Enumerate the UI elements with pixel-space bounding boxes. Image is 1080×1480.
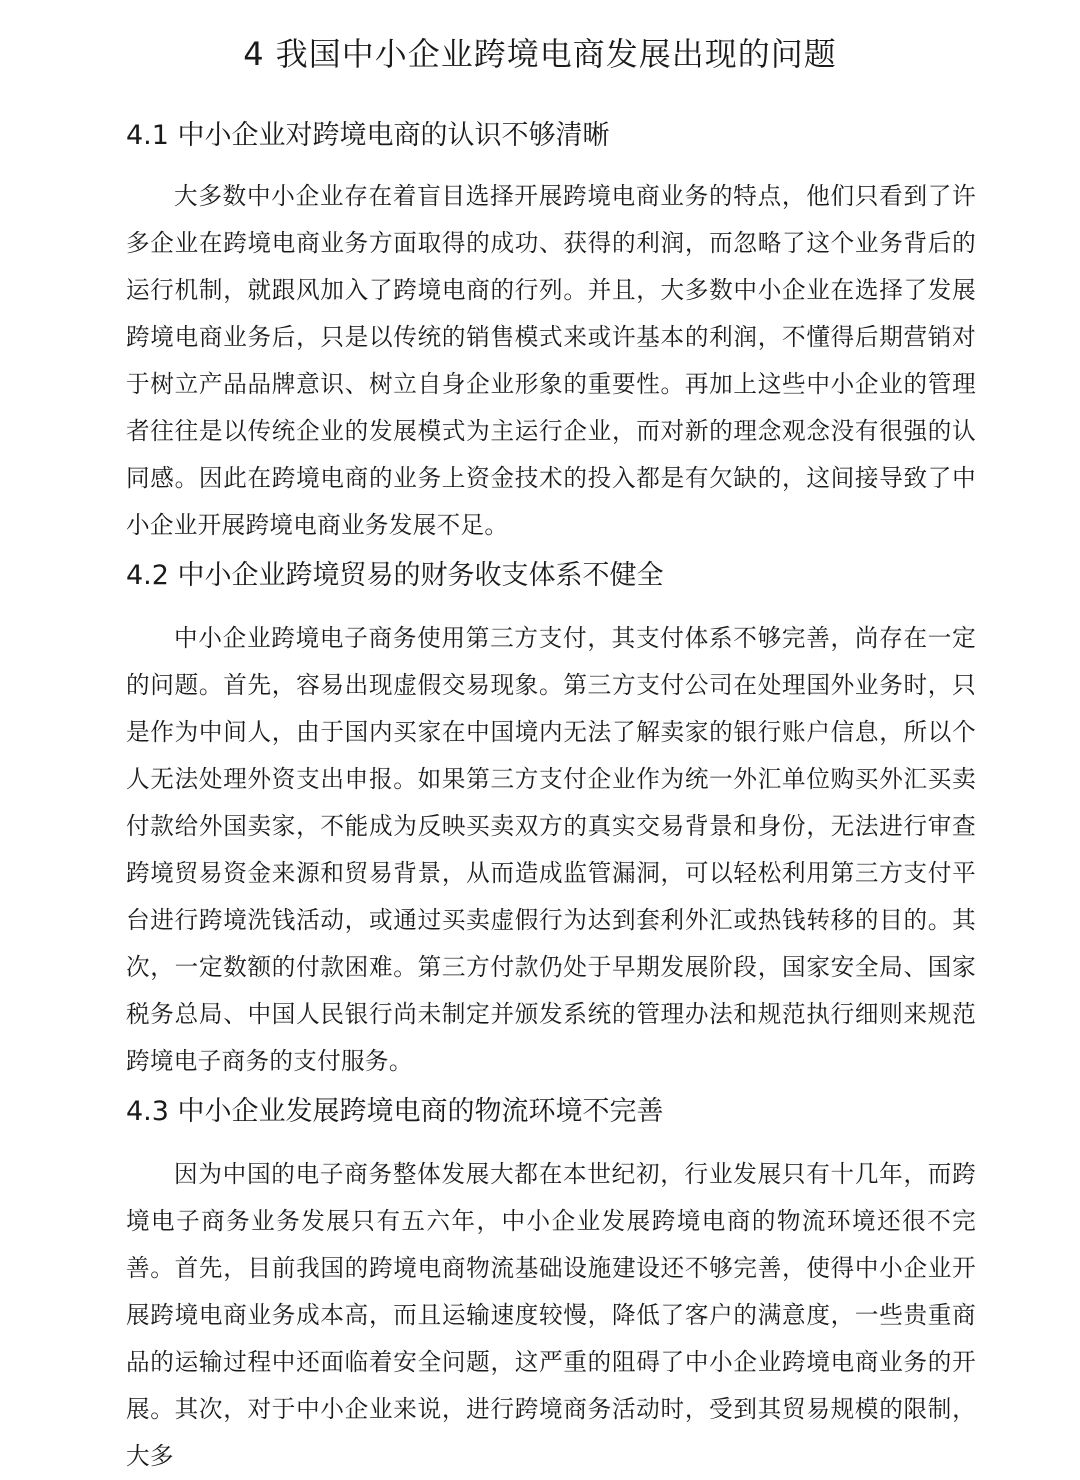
section-paragraph: 因为中国的电子商务整体发展大都在本世纪初，行业发展只有十几年，而跨境电子商务业务发展只有五六年，中小企业发展跨境电商的物流环境还很不完善。首先，目前我国的跨境电商物流基础设施建设还不够完善，使得中小企业开展跨境电商业务成本高，而且运输速度较慢，降低了客户的满意度，一些贵重商品的运输过程中还面临着安全问题，这严重的阻碍了中小企业跨境电商业务的开展。其次，对于中小企业来说，进行跨境商务活动时，受到其贸易规模的限制，大多 [126,1160,976,1470]
section-paragraph: 中小企业跨境电子商务使用第三方支付，其支付体系不够完善，尚存在一定的问题。首先，容易出现虚假交易现象。第三方支付公司在处理国外业务时，只是作为中间人，由于国内买家在中国境内无法了解卖家的银行账户信息，所以个人无法处理外资支出申报。如果第三方支付企业作为统一外汇单位购买外汇买卖付款给外国卖家，不能成为反映买卖双方的真实交易背景和身份，无法进行审查跨境贸易资金来源和贸易背景，从而造成监管漏洞，可以轻松利用第三方支付平台进行跨境洗钱活动，或通过买卖虚假行为达到套利外汇或热钱转移的目的。其次，一定数额的付款困难。第三方付款仍处于早期发展阶段，国家安全局、国家税务总局、中国人民银行尚未制定并颁发系统的管理办法和规范执行细则来规范跨境电子商务的支付服务。 [126,624,976,1075]
section-heading: 4.1 中小企业对跨境电商的认识不够清晰 [126,120,610,151]
chapter-title: 4 我国中小企业跨境电商发展出现的问题 [243,35,837,73]
section-4-1 [126,116,976,549]
section-heading: 4.2 中小企业跨境贸易的财务收支体系不健全 [126,560,664,591]
section-paragraph: 大多数中小企业存在着盲目选择开展跨境电商业务的特点，他们只看到了许多企业在跨境电商业务方面取得的成功、获得的利润，而忽略了这个业务背后的运行机制，就跟风加入了跨境电商的行列。并且，大多数中小企业在选择了发展跨境电商业务后，只是以传统的销售模式来或许基本的利润，不懂得后期营销对于树立产品品牌意识、树立自身企业形象的重要性。再加上这些中小企业的管理者往往是以传统企业的发展模式为主运行企业，而对新的理念观念没有很强的认同感。因此在跨境电商的业务上资金技术的投入都是有欠缺的，这间接导致了中小企业开展跨境电商业务发展不足。 [126,182,976,539]
section-4-2 [126,556,976,1085]
section-heading: 4.3 中小企业发展跨境电商的物流环境不完善 [126,1096,664,1127]
section-4-3 [126,1092,976,1480]
